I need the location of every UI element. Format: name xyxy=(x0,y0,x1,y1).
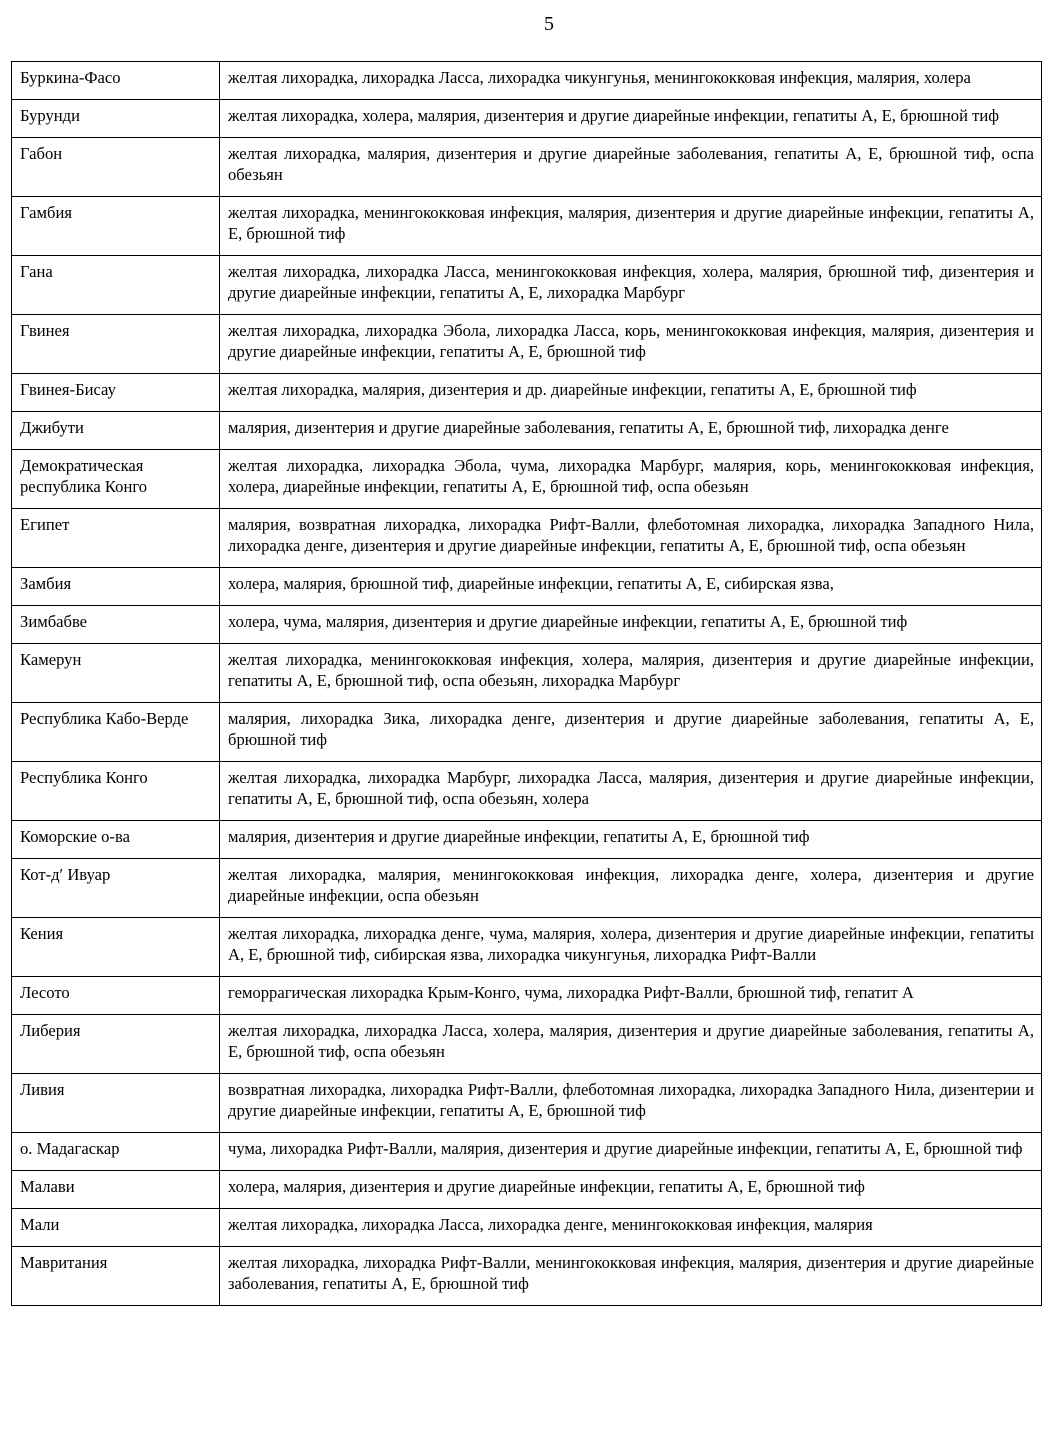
table-row xyxy=(12,1247,1042,1306)
country-cell: Мавритания xyxy=(12,1247,220,1306)
table-row xyxy=(12,859,1042,918)
country-cell: Камерун xyxy=(12,644,220,703)
table-row xyxy=(12,821,1042,859)
table-row xyxy=(12,606,1042,644)
diseases-cell: желтая лихорадка, лихорадка Марбург, лихорадка Ласса, малярия, дизентерия и другие диарейные инфекции, гепатиты А, Е, брюшной тиф, оспа обезьян, холера xyxy=(220,762,1042,821)
table-row xyxy=(12,1074,1042,1133)
table-row xyxy=(12,918,1042,977)
country-cell: Гамбия xyxy=(12,197,220,256)
country-cell: Зимбабве xyxy=(12,606,220,644)
diseases-cell: холера, малярия, дизентерия и другие диарейные инфекции, гепатиты А, Е, брюшной тиф xyxy=(220,1171,1042,1209)
diseases-cell: малярия, лихорадка Зика, лихорадка денге, дизентерия и другие диарейные заболевания, гепатиты А, Е, брюшной тиф xyxy=(220,703,1042,762)
country-cell: Гвинея xyxy=(12,315,220,374)
diseases-cell: желтая лихорадка, лихорадка Ласса, холера, малярия, дизентерия и другие диарейные заболевания, гепатиты А, Е, брюшной тиф, оспа обезьян xyxy=(220,1015,1042,1074)
table-row xyxy=(12,509,1042,568)
diseases-cell: желтая лихорадка, лихорадка денге, чума, малярия, холера, дизентерия и другие диарейные инфекции, гепатиты А, Е, брюшной тиф, сибирская язва, лихорадка чикунгунья, лихорадка Рифт-Валли xyxy=(220,918,1042,977)
diseases-cell: желтая лихорадка, менингококковая инфекция, холера, малярия, дизентерия и другие диарейные инфекции, гепатиты А, Е, брюшной тиф, оспа обезьян, лихорадка Марбург xyxy=(220,644,1042,703)
diseases-cell: желтая лихорадка, лихорадка Рифт-Валли, менингококковая инфекция, малярия, дизентерия и другие диарейные заболевания, гепатиты А, Е, брюшной тиф xyxy=(220,1247,1042,1306)
country-cell: Замбия xyxy=(12,568,220,606)
diseases-cell: возвратная лихорадка, лихорадка Рифт-Валли, флеботомная лихорадка, лихорадка Западного Нила, дизентерии и другие диарейные инфекции, гепатиты А, Е, брюшной тиф xyxy=(220,1074,1042,1133)
country-cell: Малави xyxy=(12,1171,220,1209)
table-row xyxy=(12,256,1042,315)
table-row xyxy=(12,62,1042,100)
table-row xyxy=(12,1133,1042,1171)
diseases-cell: малярия, дизентерия и другие диарейные заболевания, гепатиты А, Е, брюшной тиф, лихорадка денге xyxy=(220,412,1042,450)
table-row xyxy=(12,1015,1042,1074)
diseases-cell: желтая лихорадка, лихорадка Эбола, лихорадка Ласса, корь, менингококковая инфекция, малярия, дизентерия и другие диарейные инфекции, гепатиты А, Е, брюшной тиф xyxy=(220,315,1042,374)
table-body xyxy=(12,62,1042,1306)
country-cell: о. Мадагаскар xyxy=(12,1133,220,1171)
table-row xyxy=(12,315,1042,374)
diseases-cell: желтая лихорадка, менингококковая инфекция, малярия, дизентерия и другие диарейные инфекции, гепатиты А, Е, брюшной тиф xyxy=(220,197,1042,256)
diseases-cell: холера, чума, малярия, дизентерия и другие диарейные инфекции, гепатиты А, Е, брюшной тиф xyxy=(220,606,1042,644)
table-row xyxy=(12,197,1042,256)
table-row xyxy=(12,374,1042,412)
country-cell: Республика Кабо-Верде xyxy=(12,703,220,762)
page-number: 5 xyxy=(544,13,554,35)
country-cell: Джибути xyxy=(12,412,220,450)
table-row xyxy=(12,568,1042,606)
diseases-cell: желтая лихорадка, лихорадка Эбола, чума, лихорадка Марбург, малярия, корь, менингококковая инфекция, холера, диарейные инфекции, гепатиты А, Е, брюшной тиф, оспа обезьян xyxy=(220,450,1042,509)
diseases-cell: чума, лихорадка Рифт-Валли, малярия, дизентерия и другие диарейные инфекции, гепатиты А, Е, брюшной тиф xyxy=(220,1133,1042,1171)
country-cell: Ливия xyxy=(12,1074,220,1133)
diseases-cell: желтая лихорадка, малярия, дизентерия и др. диарейные инфекции, гепатиты А, Е, брюшной тиф xyxy=(220,374,1042,412)
diseases-cell: малярия, возвратная лихорадка, лихорадка Рифт-Валли, флеботомная лихорадка, лихорадка Западного Нила, лихорадка денге, дизентерия и другие диарейные инфекции, гепатиты А, Е, брюшной тиф, оспа обезьян xyxy=(220,509,1042,568)
diseases-cell: желтая лихорадка, холера, малярия, дизентерия и другие диарейные инфекции, гепатиты А, Е, брюшной тиф xyxy=(220,100,1042,138)
diseases-cell: малярия, дизентерия и другие диарейные инфекции, гепатиты А, Е, брюшной тиф xyxy=(220,821,1042,859)
diseases-cell: желтая лихорадка, малярия, дизентерия и другие диарейные заболевания, гепатиты А, Е, брюшной тиф, оспа обезьян xyxy=(220,138,1042,197)
diseases-cell: желтая лихорадка, лихорадка Ласса, менингококковая инфекция, холера, малярия, брюшной тиф, дизентерия и другие диарейные инфекции, гепатиты А, Е, лихорадка Марбург xyxy=(220,256,1042,315)
country-cell: Кения xyxy=(12,918,220,977)
country-cell: Гана xyxy=(12,256,220,315)
country-disease-table xyxy=(11,61,1042,1306)
country-cell: Бурунди xyxy=(12,100,220,138)
table-row xyxy=(12,703,1042,762)
table-row xyxy=(12,100,1042,138)
table-row xyxy=(12,977,1042,1015)
country-cell: Демократическая республика Конго xyxy=(12,450,220,509)
table-row xyxy=(12,762,1042,821)
table-row xyxy=(12,138,1042,197)
table-row xyxy=(12,644,1042,703)
country-cell: Либерия xyxy=(12,1015,220,1074)
diseases-cell: холера, малярия, брюшной тиф, диарейные инфекции, гепатиты А, Е, сибирская язва, xyxy=(220,568,1042,606)
country-cell: Габон xyxy=(12,138,220,197)
table-row xyxy=(12,1171,1042,1209)
country-cell: Мали xyxy=(12,1209,220,1247)
diseases-cell: желтая лихорадка, лихорадка Ласса, лихорадка денге, менингококковая инфекция, малярия xyxy=(220,1209,1042,1247)
country-cell: Кот-д′ Ивуар xyxy=(12,859,220,918)
country-cell: Гвинея-Бисау xyxy=(12,374,220,412)
diseases-cell: желтая лихорадка, лихорадка Ласса, лихорадка чикунгунья, менингококковая инфекция, малярия, холера xyxy=(220,62,1042,100)
table-row xyxy=(12,1209,1042,1247)
country-cell: Буркина-Фасо xyxy=(12,62,220,100)
table-row xyxy=(12,450,1042,509)
country-cell: Египет xyxy=(12,509,220,568)
diseases-cell: геморрагическая лихорадка Крым-Конго, чума, лихорадка Рифт-Валли, брюшной тиф, гепатит А xyxy=(220,977,1042,1015)
country-cell: Лесото xyxy=(12,977,220,1015)
country-cell: Коморские о-ва xyxy=(12,821,220,859)
diseases-cell: желтая лихорадка, малярия, менингококковая инфекция, лихорадка денге, холера, дизентерия и другие диарейные инфекции, оспа обезьян xyxy=(220,859,1042,918)
table-row xyxy=(12,412,1042,450)
country-cell: Республика Конго xyxy=(12,762,220,821)
